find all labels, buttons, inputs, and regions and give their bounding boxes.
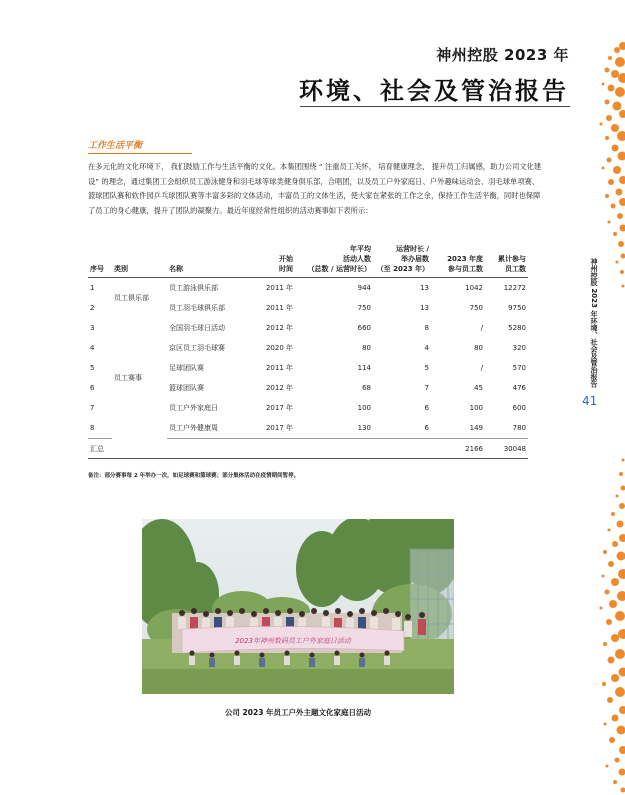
- cell-category-event: 员工赛事: [114, 374, 142, 383]
- table-total-row: [88, 439, 528, 459]
- cell-index: 1: [90, 284, 95, 292]
- cell-avg: 750: [357, 304, 371, 312]
- section-intro-paragraph: 在多元化的文化环境下， 我们鼓励工作与生活平衡的文化。本集团围绕 “ 注重员工关怀， 培育健康理念， 提升员工归属感，助力公司文化建设” 的理念，通过集团工会组织员工游泳健身和羽毛球等球类健身俱乐部，合唱团，以及员工户外家庭日、户外趣味运动会、羽毛球单项赛、篮球团队赛和软件园乒乓球团队赛等丰富多彩的文体活动，丰富员工的文体生活，使大家在紧张的工作之余，保持工作生活平衡，同时也保障了员工的身心健康，提升了团队的凝聚力。最近年度经常性组织的活动赛事如下表所示：: [88, 162, 542, 215]
- cell-cumulative: 12272: [503, 284, 526, 292]
- total-participants-2023: 2166: [431, 439, 485, 459]
- total-cumulative: 30048: [485, 439, 528, 459]
- cell-start: 2020 年: [265, 344, 293, 352]
- cell-duration: 4: [424, 344, 429, 352]
- cell-name: 足球团队赛: [169, 364, 204, 372]
- cell-start: 2012 年: [265, 384, 293, 392]
- cell-index: 5: [90, 364, 95, 372]
- report-header: [299, 44, 569, 106]
- cell-cumulative: 780: [485, 418, 528, 439]
- col-header-start: 开始 时间: [279, 255, 293, 273]
- cell-avg: 68: [362, 384, 371, 392]
- cell-start: 2017 年: [265, 404, 293, 412]
- col-header-participants-2023: 2023 年度 参与员工数: [447, 255, 483, 273]
- family-day-photo-illustration: [142, 519, 454, 694]
- cell-index: 6: [90, 384, 95, 392]
- family-day-photo: [142, 519, 454, 694]
- cell-index: 2: [90, 304, 95, 312]
- side-running-title: 神州控股 2023 年环境、社会及管治报告: [590, 258, 598, 388]
- section-title: 工作生活平衡: [88, 141, 143, 151]
- cell-index: 3: [90, 324, 95, 332]
- cell-name: 京区员工羽毛球赛: [169, 344, 225, 352]
- cell-duration: 6: [373, 418, 431, 439]
- page-number: 41: [582, 394, 598, 408]
- cell-duration: 8: [424, 324, 429, 332]
- cell-cumulative: 476: [512, 384, 526, 392]
- cell-participants-2023: /: [480, 364, 483, 372]
- col-header-cumulative: 累计参与 员工数: [498, 255, 526, 273]
- cell-name: 员工户外家庭日: [169, 404, 218, 412]
- cell-name: 员工户外健康周: [167, 418, 249, 439]
- decorative-dot-pattern-bottom: [595, 430, 625, 795]
- cell-avg: 660: [357, 324, 371, 332]
- cell-index: 8: [88, 418, 112, 439]
- cell-name: 篮球团队赛: [169, 384, 204, 392]
- section-title-underline: [88, 153, 192, 154]
- cell-duration: 5: [424, 364, 429, 372]
- table-row: [88, 278, 528, 299]
- cell-cumulative: 570: [512, 364, 526, 372]
- cell-avg: 100: [357, 404, 371, 412]
- photo-caption: 公司 2023 年员工户外主题文化家庭日活动: [224, 708, 372, 717]
- cell-index: 7: [90, 404, 95, 412]
- banner-text: 2023年神州数码员工户外家庭日活动: [235, 637, 351, 645]
- cell-cumulative: 5280: [508, 324, 526, 332]
- cell-name: 员工羽毛球俱乐部: [169, 304, 225, 312]
- cell-duration: 6: [424, 404, 429, 412]
- cell-start: 2012 年: [265, 324, 293, 332]
- cell-cumulative: 9750: [508, 304, 526, 312]
- cell-name: 全国羽毛球日活动: [169, 324, 225, 332]
- cell-avg: 944: [357, 284, 371, 292]
- cell-participants-2023: 750: [469, 304, 483, 312]
- cell-start: 2011 年: [265, 364, 293, 372]
- cell-participants-2023: 45: [474, 384, 483, 392]
- decorative-dot-pattern-top: [595, 40, 625, 420]
- cell-participants-2023: /: [480, 324, 483, 332]
- cell-start: 2011 年: [265, 284, 293, 292]
- cell-duration: 7: [424, 384, 429, 392]
- cell-avg: 80: [362, 344, 371, 352]
- col-header-avg: 年平均 活动人数 （总数 / 运营时长）: [307, 245, 371, 273]
- header-divider: [300, 106, 570, 107]
- cell-start: 2017 年: [249, 418, 295, 439]
- table-header-row: [88, 244, 528, 278]
- col-header-name: 名称: [169, 265, 183, 273]
- cell-start: 2011 年: [265, 304, 293, 312]
- cell-avg: 114: [357, 364, 371, 372]
- cell-index: 4: [90, 344, 95, 352]
- cell-cumulative: 600: [512, 404, 526, 412]
- cell-participants-2023: 149: [431, 418, 485, 439]
- cell-participants-2023: 80: [474, 344, 483, 352]
- report-company-year: 神州控股 2023 年: [436, 46, 569, 64]
- cell-category-club: 员工俱乐部: [114, 294, 149, 302]
- cell-duration: 13: [420, 304, 429, 312]
- cell-duration: 13: [420, 284, 429, 292]
- table-row: [88, 318, 528, 338]
- col-header-index: 序号: [90, 265, 104, 273]
- table-footnote: 备注：部分赛事每 2 年举办一次，如足球赛和篮球赛；部分集体活动在疫情期间暂停。: [88, 473, 300, 479]
- activities-table: [88, 244, 528, 459]
- cell-name: 员工游泳俱乐部: [169, 284, 218, 292]
- cell-avg: 130: [295, 418, 373, 439]
- cell-participants-2023: 1042: [465, 284, 483, 292]
- report-title: 环境、社会及管治报告: [299, 77, 569, 105]
- total-label: 汇总: [88, 439, 431, 459]
- cell-cumulative: 320: [512, 344, 526, 352]
- col-header-category: 类别: [114, 265, 128, 273]
- col-header-duration: 运营时长 / 举办届数 （至 2023 年）: [376, 245, 429, 273]
- cell-participants-2023: 100: [469, 404, 483, 412]
